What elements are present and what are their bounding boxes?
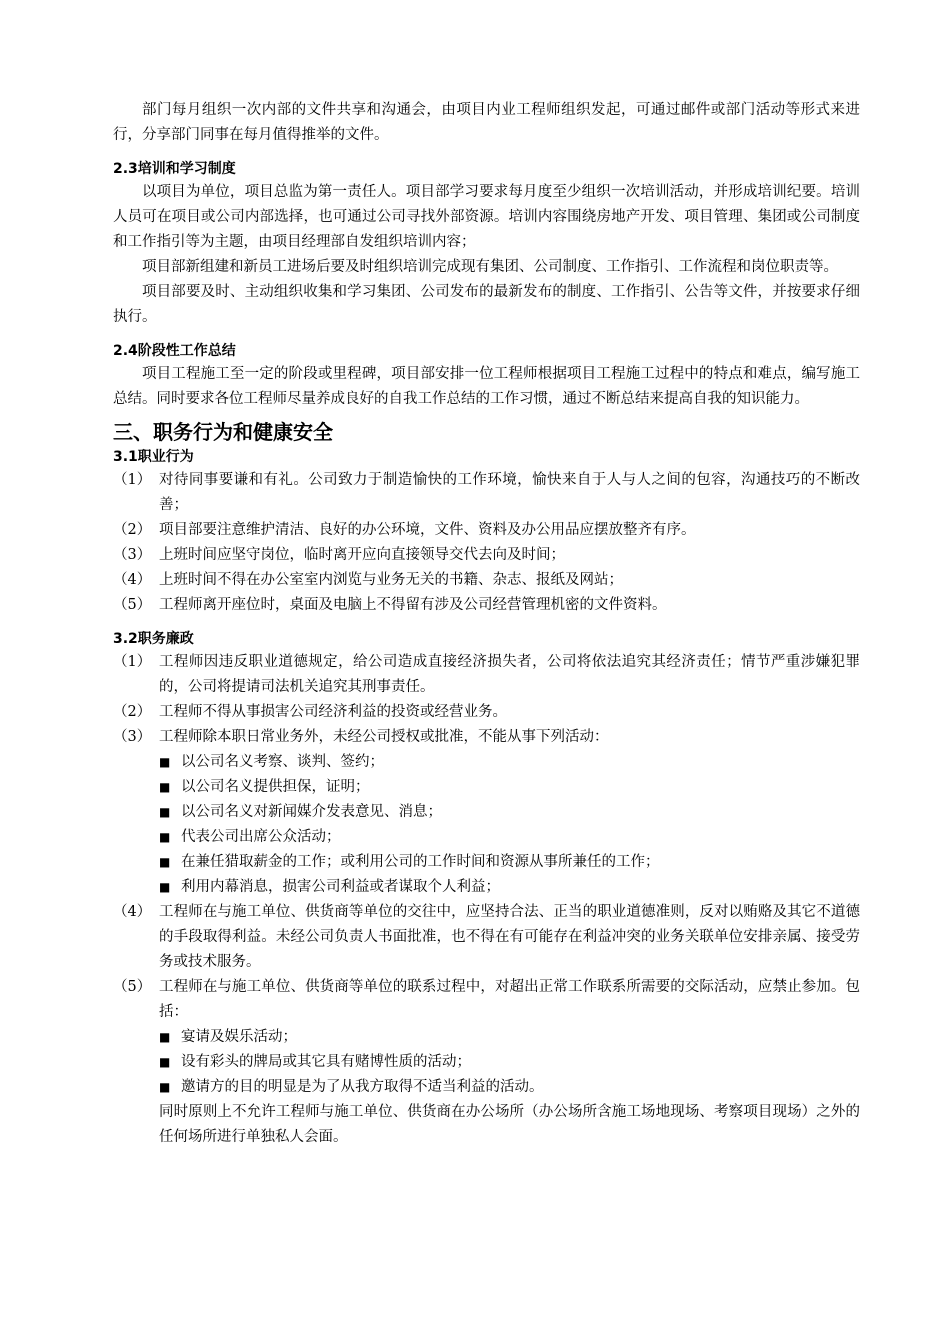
square-bullet-icon: ■ [159,855,171,869]
list-item [113,650,860,700]
intro-paragraph: 部门每月组织一次内部的文件共享和沟通会，由项目内业工程师组织发起，可通过邮件或部门活动等形式来进行，分享部门同事在每月值得推举的文件。 [113,102,860,143]
bullet-text: 邀请方的目的明显是为了从我方取得不适当利益的活动。 [181,1079,544,1095]
section-2-3-paragraph-1: 以项目为单位，项目总监为第一责任人。项目部学习要求每月度至少组织一次培训活动，并形成培训纪要。培训人员可在项目或公司内部选择，也可通过公司寻找外部资源。培训内容围绕房地产开发、项目管理、集团或公司制度和工作指引等为主题，由项目经理部自发组织培训内容； [113,184,860,250]
chapter-3-heading: 三、职务行为和健康安全 [113,420,333,444]
list-text: 工程师在与施工单位、供货商等单位的交往中，应坚持合法、正当的职业道德准则，反对以贿赂及其它不道德的手段取得利益。未经公司负责人书面批准，也不得在有可能存在利益冲突的业务关联单位安排亲属、接受劳务或技术服务。 [159,904,860,970]
square-bullet-icon: ■ [159,1030,171,1044]
list-item [113,725,860,750]
section-3-2-heading: 3.2职务廉政 [113,631,194,647]
list-number: （3） [113,547,152,563]
section-2-3-heading: 2.3培训和学习制度 [113,161,236,177]
section-3-1-heading: 3.1职业行为 [113,449,194,465]
list-number: （5） [113,597,152,613]
list-text: 上班时间不得在办公室室内浏览与业务无关的书籍、杂志、报纸及网站； [159,572,623,588]
list-number: （1） [113,472,152,488]
list-item [113,593,860,618]
bullet-item [159,750,860,775]
bullet-item [159,800,860,825]
bullet-text: 代表公司出席公众活动； [181,829,341,845]
list-item [113,518,860,543]
bullet-text: 利用内幕消息，损害公司利益或者谋取个人利益； [181,879,500,895]
list-item [113,975,860,1025]
list-number: （1） [113,654,152,670]
square-bullet-icon: ■ [159,755,171,769]
section-2-4-heading: 2.4阶段性工作总结 [113,343,236,359]
list-text: 对待同事要谦和有礼。公司致力于制造愉快的工作环境，愉快来自于人与人之间的包容，沟通技巧的不断改善； [159,472,860,513]
bullet-item [159,850,860,875]
bullet-text: 以公司名义提供担保，证明； [181,779,370,795]
square-bullet-icon: ■ [159,1055,171,1069]
square-bullet-icon: ■ [159,805,171,819]
list-text: 工程师因违反职业道德规定，给公司造成直接经济损失者，公司将依法追究其经济责任；情节严重涉嫌犯罪的，公司将提请司法机关追究其刑事责任。 [159,654,860,695]
list-text: 工程师在与施工单位、供货商等单位的联系过程中，对超出正常工作联系所需要的交际活动，应禁止参加。包括： [159,979,860,1020]
list-number: （3） [113,729,152,745]
bullet-text: 以公司名义考察、谈判、签约； [181,754,384,770]
list-number: （2） [113,704,152,720]
bullet-text: 设有彩头的牌局或其它具有赌博性质的活动； [181,1054,471,1070]
list-item [113,568,860,593]
square-bullet-icon: ■ [159,780,171,794]
list-number: （4） [113,572,152,588]
square-bullet-icon: ■ [159,880,171,894]
square-bullet-icon: ■ [159,1080,171,1094]
bullet-text: 宴请及娱乐活动； [181,1029,297,1045]
section-3-1-list [113,468,860,618]
list-text: 工程师不得从事损害公司经济利益的投资或经营业务。 [159,704,507,720]
section-2-4-paragraph: 项目工程施工至一定的阶段或里程碑，项目部安排一位工程师根据项目工程施工过程中的特点和难点，编写施工总结。同时要求各位工程师尽量养成良好的自我工作总结的工作习惯，通过不断总结来提高自我的知识能力。 [113,366,860,407]
bullet-item [159,875,860,900]
list-number: （2） [113,522,152,538]
square-bullet-icon: ■ [159,830,171,844]
bullet-item [159,775,860,800]
bullet-item [159,1025,860,1050]
list-item [113,543,860,568]
bullet-item [159,1050,860,1075]
list-text: 工程师离开座位时，桌面及电脑上不得留有涉及公司经营管理机密的文件资料。 [159,597,667,613]
closing-paragraph: 同时原则上不允许工程师与施工单位、供货商在办公场所（办公场所含施工场地现场、考察项目现场）之外的任何场所进行单独私人会面。 [159,1104,860,1145]
list-item [113,900,860,975]
bullet-text: 以公司名义对新闻媒介发表意见、消息； [181,804,442,820]
list-item [113,468,860,518]
section-3-2-list [113,650,860,1150]
bullet-item [159,1075,860,1100]
list-text: 工程师除本职日常业务外，未经公司授权或批准，不能从事下列活动： [159,729,609,745]
section-2-3-paragraph-3: 项目部要及时、主动组织收集和学习集团、公司发布的最新发布的制度、工作指引、公告等文件，并按要求仔细执行。 [113,284,860,325]
bullet-item [159,825,860,850]
bullet-text: 在兼任猎取薪金的工作；或利用公司的工作时间和资源从事所兼任的工作； [181,854,660,870]
list-text: 上班时间应坚守岗位，临时离开应向直接领导交代去向及时间； [159,547,565,563]
list-text: 项目部要注意维护清洁、良好的办公环境，文件、资料及办公用品应摆放整齐有序。 [159,522,696,538]
list-item [113,700,860,725]
list-number: （5） [113,979,152,995]
list-number: （4） [113,904,152,920]
section-2-3-paragraph-2: 项目部新组建和新员工进场后要及时组织培训完成现有集团、公司制度、工作指引、工作流程和岗位职责等。 [142,259,838,275]
